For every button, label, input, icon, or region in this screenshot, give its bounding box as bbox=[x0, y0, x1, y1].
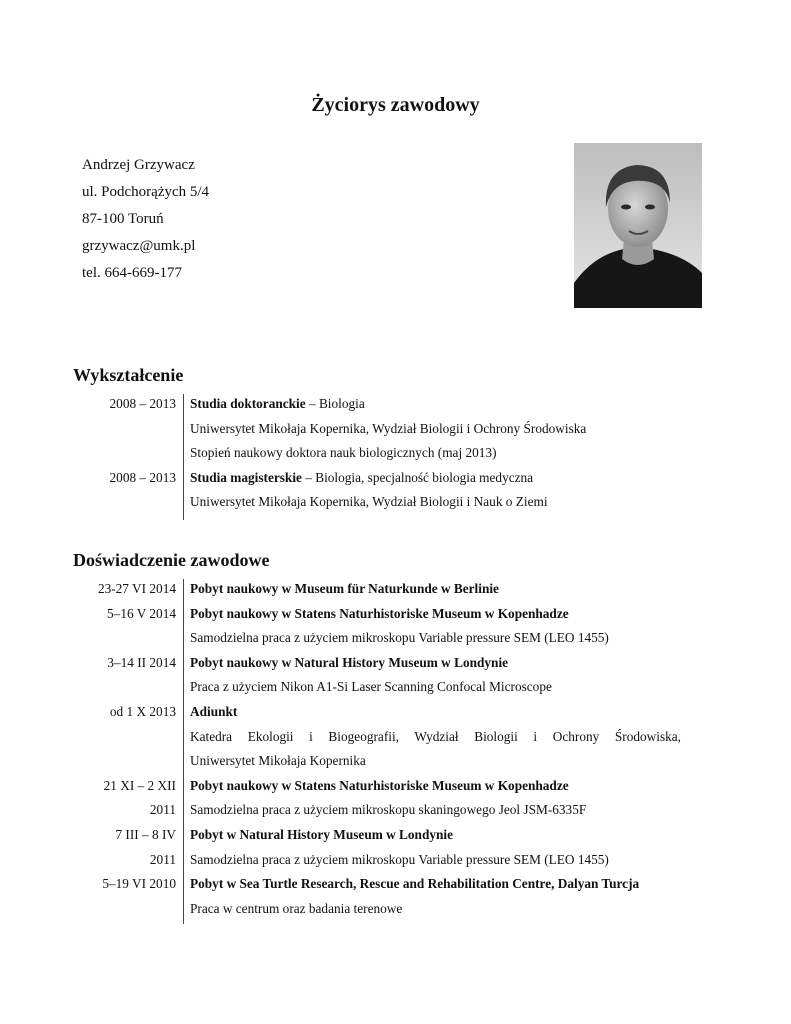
contact-city: 87-100 Toruń bbox=[82, 211, 164, 227]
education-list bbox=[0, 392, 791, 515]
experience-item-text: Praca z użyciem Nikon A1-Si Laser Scanning Confocal Microscope bbox=[190, 679, 552, 695]
experience-description bbox=[190, 577, 499, 602]
education-item-text: Stopień naukowy doktora nauk biologicznych (maj 2013) bbox=[190, 445, 497, 461]
experience-row bbox=[0, 774, 791, 799]
experience-date: 21 XI – 2 XII bbox=[103, 777, 176, 793]
experience-item-text: Uniwersytet Mikołaja Kopernika bbox=[190, 753, 366, 769]
experience-item-title: Pobyt naukowy w Statens Naturhistoriske Museum w Kopenhadze bbox=[190, 605, 569, 621]
experience-item-title: Pobyt naukowy w Statens Naturhistoriske Museum w Kopenhadze bbox=[190, 777, 569, 793]
experience-description bbox=[190, 798, 586, 823]
experience-row bbox=[0, 675, 791, 700]
experience-item-text: Samodzielna praca z użyciem mikroskopu Variable pressure SEM (LEO 1455) bbox=[190, 630, 609, 646]
education-item-text: Uniwersytet Mikołaja Kopernika, Wydział Biologii i Nauk o Ziemi bbox=[190, 494, 548, 510]
education-item-text: – Biologia, specjalność biologia medyczna bbox=[301, 469, 534, 485]
experience-description bbox=[190, 651, 508, 676]
experience-description bbox=[190, 897, 402, 922]
experience-description bbox=[190, 602, 569, 627]
experience-date: 2011 bbox=[149, 802, 176, 818]
experience-row bbox=[0, 749, 791, 774]
education-description bbox=[190, 441, 497, 466]
education-description bbox=[190, 392, 365, 417]
experience-row bbox=[0, 897, 791, 922]
education-date: 2008 – 2013 bbox=[109, 396, 176, 411]
education-row bbox=[0, 441, 791, 466]
experience-description bbox=[190, 700, 237, 725]
experience-item-text: Katedra Ekologii i Biogeografii, Wydział Biologii i Ochrony Środowiska, bbox=[190, 728, 681, 744]
education-row bbox=[0, 490, 791, 515]
experience-description bbox=[190, 774, 569, 799]
experience-item-text: Samodzielna praca z użyciem mikroskopu skaningowego Jeol JSM-6335F bbox=[190, 802, 587, 818]
experience-item-text: Praca w centrum oraz badania terenowe bbox=[190, 900, 403, 916]
experience-row bbox=[0, 725, 791, 750]
experience-date: 23-27 VI 2014 bbox=[97, 581, 176, 596]
experience-item-title: Adiunkt bbox=[190, 703, 238, 719]
education-description bbox=[190, 417, 586, 442]
education-description bbox=[190, 466, 533, 491]
experience-item-text: Samodzielna praca z użyciem mikroskopu Variable pressure SEM (LEO 1455) bbox=[190, 851, 609, 867]
experience-date: 5–19 VI 2010 bbox=[102, 876, 176, 892]
experience-item-title: Pobyt w Sea Turtle Research, Rescue and Rehabilitation Centre, Dalyan Turcja bbox=[190, 876, 640, 892]
experience-list bbox=[0, 577, 791, 921]
experience-description bbox=[190, 626, 609, 651]
education-date: 2008 – 2013 bbox=[109, 469, 176, 485]
experience-date: 5–16 V 2014 bbox=[107, 605, 176, 621]
experience-date: 3–14 II 2014 bbox=[107, 654, 176, 670]
education-item-text: – Biologia bbox=[305, 396, 365, 411]
experience-description bbox=[190, 675, 552, 700]
experience-row bbox=[0, 577, 791, 602]
education-row bbox=[0, 466, 791, 491]
education-heading: Wykształcenie bbox=[73, 365, 184, 385]
experience-date: 7 III – 8 IV bbox=[115, 826, 176, 842]
experience-description bbox=[190, 848, 609, 873]
experience-row bbox=[0, 602, 791, 627]
experience-row bbox=[0, 651, 791, 676]
experience-description bbox=[190, 872, 639, 897]
contact-email: grzywacz@umk.pl bbox=[82, 238, 196, 254]
experience-row bbox=[0, 823, 791, 848]
experience-item-title: Pobyt naukowy w Natural History Museum w Londynie bbox=[190, 654, 509, 670]
profile-photo bbox=[574, 143, 702, 308]
experience-row bbox=[0, 626, 791, 651]
experience-description bbox=[190, 749, 366, 774]
experience-item-title: Pobyt naukowy w Museum für Naturkunde w Berlinie bbox=[190, 581, 499, 596]
education-item-title: Studia magisterskie bbox=[190, 469, 302, 485]
page-title: Życiorys zawodowy bbox=[311, 94, 480, 116]
experience-row bbox=[0, 872, 791, 897]
experience-row bbox=[0, 798, 791, 823]
experience-heading: Doświadczenie zawodowe bbox=[73, 550, 270, 570]
experience-date: od 1 X 2013 bbox=[109, 703, 176, 719]
education-description bbox=[190, 490, 548, 515]
contact-street: ul. Podchorążych 5/4 bbox=[82, 184, 210, 200]
education-row bbox=[0, 417, 791, 442]
experience-description bbox=[190, 823, 453, 848]
experience-item-title: Pobyt w Natural History Museum w Londynie bbox=[190, 826, 453, 842]
contact-name: Andrzej Grzywacz bbox=[82, 157, 195, 173]
contact-phone: tel. 664-669-177 bbox=[82, 265, 182, 281]
education-item-text: Uniwersytet Mikołaja Kopernika, Wydział Biologii i Ochrony Środowiska bbox=[190, 420, 587, 436]
contact-block bbox=[82, 152, 209, 287]
experience-row bbox=[0, 700, 791, 725]
experience-description bbox=[190, 725, 681, 750]
experience-date: 2011 bbox=[149, 851, 176, 867]
experience-row bbox=[0, 848, 791, 873]
education-row bbox=[0, 392, 791, 417]
education-item-title: Studia doktoranckie bbox=[190, 396, 306, 411]
